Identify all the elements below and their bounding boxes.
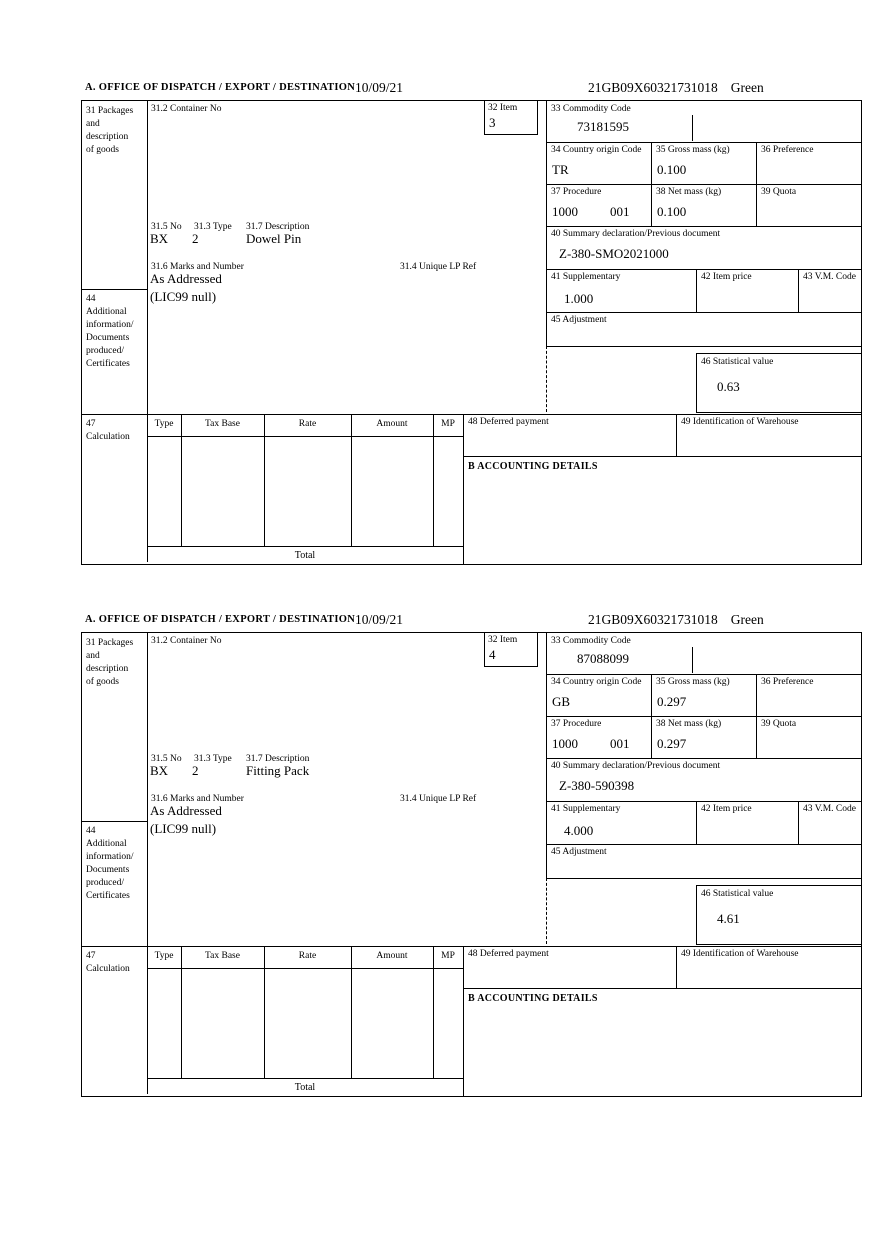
box46-statistical-value <box>696 353 862 413</box>
box43-vm-code <box>798 801 862 845</box>
label-line: Documents <box>86 865 130 875</box>
label-line: Calculation <box>86 964 130 974</box>
box31-3-type-label: 31.3 Type <box>194 222 232 232</box>
previous-document-value: Z-380-SMO2021000 <box>559 246 669 261</box>
box48-deferred-payment <box>463 946 677 989</box>
box38-label: 38 Net mass (kg) <box>656 187 722 197</box>
box40-previous-document <box>546 758 862 802</box>
label-line: 47 <box>86 419 96 429</box>
box31-4-lp-ref-label: 31.4 Unique LP Ref <box>400 794 477 804</box>
commodity-code-value: 73181595 <box>577 119 629 134</box>
label-line: information/ <box>86 320 134 330</box>
commodity-code-divider <box>692 647 693 673</box>
adjustment-dashed-divider <box>546 346 547 412</box>
package-kind-value: BX <box>150 231 169 246</box>
box48-deferred-payment <box>463 414 677 457</box>
box33-label: 33 Commodity Code <box>551 104 631 114</box>
accounting-details-label: B ACCOUNTING DETAILS <box>468 461 598 472</box>
table-total-line <box>147 1078 463 1079</box>
box36-preference <box>756 674 862 717</box>
box42-item-price <box>696 269 799 313</box>
table-col-divider <box>433 414 434 546</box>
table-col-divider <box>181 414 182 546</box>
goods-description-value: Fitting Pack <box>246 763 310 778</box>
box34-country-origin <box>546 674 652 717</box>
item-number-value: 4 <box>489 647 496 662</box>
box33-commodity-code <box>546 101 862 143</box>
box31-5-no-label: 31.5 No <box>151 222 182 232</box>
box31-6-marks-label: 31.6 Marks and Number <box>151 262 244 272</box>
declaration-reference <box>588 80 764 96</box>
mrn-value: 21GB09X60321731018 <box>588 80 718 95</box>
package-kind-value: BX <box>150 763 169 778</box>
box46-statistical-value <box>696 885 862 945</box>
routing-channel-value: Green <box>730 612 764 627</box>
label-line: Documents <box>86 333 130 343</box>
box41-label: 41 Supplementary <box>551 272 621 282</box>
box36-label: 36 Preference <box>761 677 814 687</box>
box39-quota <box>756 716 862 759</box>
box31-7-description-label: 31.7 Description <box>246 222 310 232</box>
label-line: 47 <box>86 951 96 961</box>
box37-procedure <box>546 716 652 759</box>
routing-channel-value: Green <box>730 80 764 95</box>
box34-label: 34 Country origin Code <box>551 677 642 687</box>
additional-info-value: (LIC99 null) <box>150 821 217 836</box>
label-line: of goods <box>86 677 119 687</box>
label-line: Certificates <box>86 359 130 369</box>
box31-5-no-label: 31.5 No <box>151 754 182 764</box>
table-header-amount: Amount <box>376 419 408 429</box>
box39-label: 39 Quota <box>761 719 797 729</box>
table-header-underline <box>147 436 463 437</box>
box37-procedure <box>546 184 652 227</box>
box42-label: 42 Item price <box>701 804 752 814</box>
box40-label: 40 Summary declaration/Previous document <box>551 229 721 239</box>
label-line: description <box>86 132 129 142</box>
box39-label: 39 Quota <box>761 187 797 197</box>
label-line: produced/ <box>86 878 124 888</box>
box31-3-type-label: 31.3 Type <box>194 754 232 764</box>
table-header-type: Type <box>154 951 174 961</box>
box31-2-container-label: 31.2 Container No <box>151 636 222 646</box>
country-origin-value: TR <box>552 162 569 177</box>
label-line: Certificates <box>86 891 130 901</box>
box47-tax-table <box>147 414 464 564</box>
box41-label: 41 Supplementary <box>551 804 621 814</box>
box34-label: 34 Country origin Code <box>551 145 642 155</box>
box31-packages-label <box>86 105 133 157</box>
procedure-code-value: 1000 <box>552 204 578 219</box>
box40-previous-document <box>546 226 862 270</box>
office-of-dispatch-label: A. OFFICE OF DISPATCH / EXPORT / DESTINATION <box>85 82 356 93</box>
table-col-divider <box>351 414 352 546</box>
box38-label: 38 Net mass (kg) <box>656 719 722 729</box>
label-line: description <box>86 664 129 674</box>
table-col-divider <box>351 946 352 1078</box>
goods-description-value: Dowel Pin <box>246 231 302 246</box>
box44-top-border <box>82 821 147 822</box>
statistical-value: 4.61 <box>717 911 740 926</box>
box46-label: 46 Statistical value <box>701 889 774 899</box>
box32-item <box>484 101 538 135</box>
box48-label: 48 Deferred payment <box>468 417 549 427</box>
box41-supplementary <box>546 801 697 845</box>
box38-net-mass <box>651 184 757 227</box>
label-line: Calculation <box>86 432 130 442</box>
box36-preference <box>756 142 862 185</box>
package-count-value: 2 <box>192 763 199 778</box>
box32-item <box>484 633 538 667</box>
label-line: of goods <box>86 145 119 155</box>
label-line: Additional <box>86 839 127 849</box>
box35-label: 35 Gross mass (kg) <box>656 677 730 687</box>
label-line: and <box>86 119 100 129</box>
label-line: information/ <box>86 852 134 862</box>
box31-packages-label <box>86 637 133 689</box>
box49-warehouse <box>676 414 862 457</box>
box47-calculation-label <box>86 950 130 976</box>
box37-label: 37 Procedure <box>551 187 602 197</box>
table-header-underline <box>147 968 463 969</box>
procedure-code2-value: 001 <box>610 736 630 751</box>
table-col-divider <box>181 946 182 1078</box>
commodity-code-value: 87088099 <box>577 651 629 666</box>
procedure-code2-value: 001 <box>610 204 630 219</box>
box46-label: 46 Statistical value <box>701 357 774 367</box>
previous-document-value: Z-380-590398 <box>559 778 635 793</box>
box31-2-container-label: 31.2 Container No <box>151 104 222 114</box>
procedure-code-value: 1000 <box>552 736 578 751</box>
table-col-divider <box>264 946 265 1078</box>
table-header-type: Type <box>154 419 174 429</box>
table-header-mp: MP <box>441 419 455 429</box>
net-mass-value: 0.100 <box>657 204 687 219</box>
statistical-value: 0.63 <box>717 379 740 394</box>
box36-label: 36 Preference <box>761 145 814 155</box>
box32-label: 32 Item <box>488 103 518 113</box>
box44-additional-info-label <box>86 293 134 371</box>
table-col-divider <box>264 414 265 546</box>
box39-quota <box>756 184 862 227</box>
box42-item-price <box>696 801 799 845</box>
box48-label: 48 Deferred payment <box>468 949 549 959</box>
sad-item-section <box>0 607 882 1107</box>
box47-calculation-label <box>86 418 130 444</box>
table-header-rate: Rate <box>298 951 317 961</box>
box43-label: 43 V.M. Code <box>803 804 856 814</box>
adjustment-dashed-divider <box>546 878 547 944</box>
table-col-divider <box>433 946 434 1078</box>
box41-supplementary <box>546 269 697 313</box>
accounting-details-label: B ACCOUNTING DETAILS <box>468 993 598 1004</box>
item-form-grid <box>81 100 862 565</box>
box49-label: 49 Identification of Warehouse <box>681 417 799 427</box>
label-line: 31 Packages <box>86 106 134 116</box>
box43-vm-code <box>798 269 862 313</box>
sad-item-section <box>0 75 882 575</box>
label-line: 44 <box>86 294 96 304</box>
label-line: produced/ <box>86 346 124 356</box>
gross-mass-value: 0.297 <box>657 694 687 709</box>
package-count-value: 2 <box>192 231 199 246</box>
commodity-code-divider <box>692 115 693 141</box>
box38-net-mass <box>651 716 757 759</box>
box31-4-lp-ref-label: 31.4 Unique LP Ref <box>400 262 477 272</box>
label-line: Additional <box>86 307 127 317</box>
net-mass-value: 0.297 <box>657 736 687 751</box>
label-line: 31 Packages <box>86 638 134 648</box>
table-total-label: Total <box>294 1082 316 1093</box>
dispatch-date-value: 10/09/21 <box>355 80 404 95</box>
box43-label: 43 V.M. Code <box>803 272 856 282</box>
box37-label: 37 Procedure <box>551 719 602 729</box>
additional-info-value: (LIC99 null) <box>150 289 217 304</box>
table-header-rate: Rate <box>298 419 317 429</box>
dispatch-date-value: 10/09/21 <box>355 612 404 627</box>
box47-tax-table <box>147 946 464 1096</box>
table-header-amount: Amount <box>376 951 408 961</box>
gross-mass-value: 0.100 <box>657 162 687 177</box>
box49-label: 49 Identification of Warehouse <box>681 949 799 959</box>
item-number-value: 3 <box>489 115 496 130</box>
table-total-line <box>147 546 463 547</box>
box44-additional-info-label <box>86 825 134 903</box>
box33-commodity-code <box>546 633 862 675</box>
label-line: 44 <box>86 826 96 836</box>
box45-adjustment <box>546 312 862 347</box>
supplementary-units-value: 1.000 <box>564 291 594 306</box>
office-of-dispatch-label: A. OFFICE OF DISPATCH / EXPORT / DESTINATION <box>85 614 356 625</box>
declaration-reference <box>588 612 764 628</box>
box33-label: 33 Commodity Code <box>551 636 631 646</box>
marks-value: As Addressed <box>150 803 222 818</box>
box34-country-origin <box>546 142 652 185</box>
box44-top-border <box>82 289 147 290</box>
marks-value: As Addressed <box>150 271 222 286</box>
box35-gross-mass <box>651 674 757 717</box>
box45-label: 45 Adjustment <box>551 315 607 325</box>
box31-6-marks-label: 31.6 Marks and Number <box>151 794 244 804</box>
item-form-grid <box>81 632 862 1097</box>
box32-label: 32 Item <box>488 635 518 645</box>
box31-7-description-label: 31.7 Description <box>246 754 310 764</box>
mrn-value: 21GB09X60321731018 <box>588 612 718 627</box>
supplementary-units-value: 4.000 <box>564 823 594 838</box>
country-origin-value: GB <box>552 694 571 709</box>
box45-label: 45 Adjustment <box>551 847 607 857</box>
box40-label: 40 Summary declaration/Previous document <box>551 761 721 771</box>
label-line: and <box>86 651 100 661</box>
box35-label: 35 Gross mass (kg) <box>656 145 730 155</box>
table-header-tax-base: Tax Base <box>205 419 240 429</box>
box42-label: 42 Item price <box>701 272 752 282</box>
table-total-label: Total <box>294 550 316 561</box>
box45-adjustment <box>546 844 862 879</box>
table-header-mp: MP <box>441 951 455 961</box>
box35-gross-mass <box>651 142 757 185</box>
table-header-tax-base: Tax Base <box>205 951 240 961</box>
box49-warehouse <box>676 946 862 989</box>
